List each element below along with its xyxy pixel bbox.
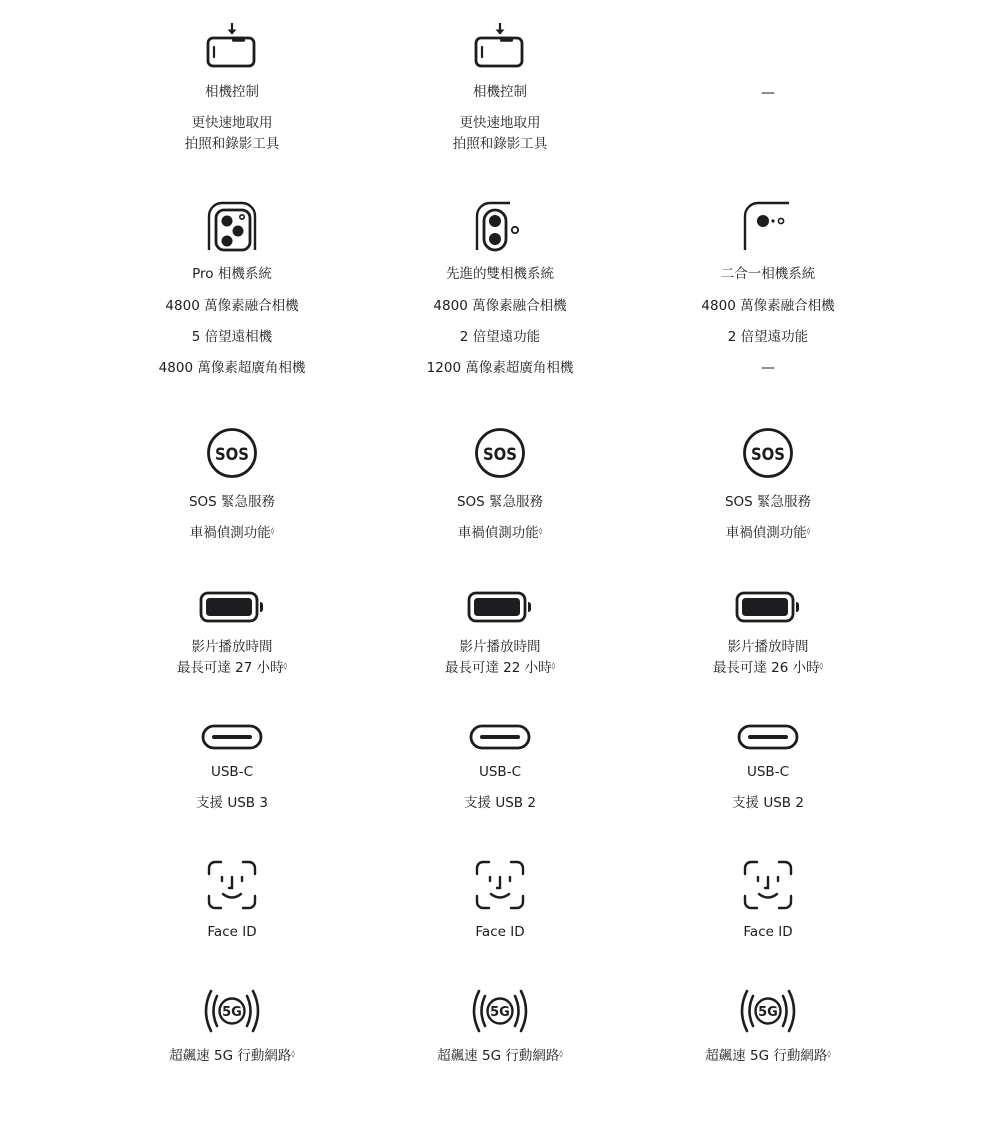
video-playback-hours: 最長可達 22 小時◊ <box>444 660 556 676</box>
camera-control-icon <box>182 20 282 70</box>
video-playback-label: 影片播放時間 <box>191 639 273 655</box>
crash-detection: 車禍偵測功能◊ <box>725 525 811 541</box>
5g-title: 超飆速 5G 行動網路◊ <box>705 1048 831 1064</box>
footnote-mark: ◊ <box>551 662 556 670</box>
footnote-mark: ◊ <box>270 527 275 535</box>
face-id-title: Face ID <box>743 924 793 940</box>
battery-icon <box>718 591 818 623</box>
sos-badge-text: SOS <box>751 445 785 465</box>
sos-title: SOS 緊急服務 <box>188 494 276 510</box>
usb-c-title: USB-C <box>746 764 789 780</box>
zoom-spec: 2 倍望遠功能 <box>727 329 809 345</box>
5g-icon <box>450 988 550 1034</box>
usb-support: 支援 USB 2 <box>732 795 804 811</box>
video-playback-hours: 最長可達 27 小時◊ <box>176 660 288 676</box>
crash-detection: 車禍偵測功能◊ <box>189 525 275 541</box>
sos-badge-text: SOS <box>215 445 249 465</box>
usb-c-icon <box>450 724 550 750</box>
usb-c-icon <box>718 724 818 750</box>
camera-control-unavailable: — <box>761 85 775 101</box>
ultra-wide-spec: 1200 萬像素超廣角相機 <box>426 360 574 376</box>
5g-icon <box>182 988 282 1034</box>
footnote-mark: ◊ <box>283 662 288 670</box>
camera-control-title: 相機控制 <box>473 84 527 100</box>
video-playback-label: 影片播放時間 <box>459 639 541 655</box>
usb-support: 支援 USB 2 <box>464 795 536 811</box>
model-column-2 <box>366 0 634 1128</box>
battery-icon <box>450 591 550 623</box>
camera-control-desc-line2: 拍照和錄影工具 <box>184 136 280 152</box>
footnote-mark: ◊ <box>559 1050 563 1058</box>
dual-camera-icon <box>450 200 550 252</box>
video-playback-hours: 最長可達 26 小時◊ <box>712 660 824 676</box>
camera-control-desc-line2: 拍照和錄影工具 <box>452 136 548 152</box>
footnote-mark: ◊ <box>806 527 811 535</box>
face-id-title: Face ID <box>475 924 525 940</box>
sos-badge-text: SOS <box>483 445 517 465</box>
usb-support: 支援 USB 3 <box>196 795 268 811</box>
ultra-wide-spec: — <box>761 360 775 376</box>
main-camera-spec: 4800 萬像素融合相機 <box>165 298 299 314</box>
camera-control-desc-line1: 更快速地取用 <box>191 115 273 131</box>
face-id-icon <box>718 860 818 910</box>
main-camera-spec: 4800 萬像素融合相機 <box>433 298 567 314</box>
single-camera-icon <box>718 200 818 252</box>
camera-system-title: 二合一相機系統 <box>720 266 816 282</box>
usb-c-title: USB-C <box>478 764 521 780</box>
camera-system-title: 先進的雙相機系統 <box>446 266 554 282</box>
face-id-title: Face ID <box>207 924 257 940</box>
5g-badge-text: 5G <box>758 1005 778 1020</box>
main-camera-spec: 4800 萬像素融合相機 <box>701 298 835 314</box>
zoom-spec: 5 倍望遠相機 <box>191 329 273 345</box>
video-playback-label: 影片播放時間 <box>727 639 809 655</box>
model-column-1 <box>98 0 366 1128</box>
face-id-icon <box>182 860 282 910</box>
camera-control-icon <box>450 20 550 70</box>
footnote-mark: ◊ <box>538 527 543 535</box>
model-column-3 <box>634 0 902 1128</box>
triple-camera-icon <box>182 200 282 252</box>
sos-icon <box>182 427 282 479</box>
ultra-wide-spec: 4800 萬像素超廣角相機 <box>158 360 306 376</box>
camera-control-desc-line1: 更快速地取用 <box>459 115 541 131</box>
sos-title: SOS 緊急服務 <box>456 494 544 510</box>
camera-system-title: Pro 相機系統 <box>192 266 272 282</box>
zoom-spec: 2 倍望遠功能 <box>459 329 541 345</box>
camera-control-title: 相機控制 <box>205 84 259 100</box>
sos-icon <box>450 427 550 479</box>
footnote-mark: ◊ <box>819 662 824 670</box>
sos-icon <box>718 427 818 479</box>
crash-detection: 車禍偵測功能◊ <box>457 525 543 541</box>
5g-badge-text: 5G <box>490 1005 510 1020</box>
footnote-mark: ◊ <box>291 1050 295 1058</box>
footnote-mark: ◊ <box>827 1050 831 1058</box>
5g-icon <box>718 988 818 1034</box>
battery-icon <box>182 591 282 623</box>
5g-title: 超飆速 5G 行動網路◊ <box>169 1048 295 1064</box>
5g-badge-text: 5G <box>222 1005 242 1020</box>
usb-c-title: USB-C <box>210 764 253 780</box>
sos-title: SOS 緊急服務 <box>724 494 812 510</box>
5g-title: 超飆速 5G 行動網路◊ <box>437 1048 563 1064</box>
face-id-icon <box>450 860 550 910</box>
usb-c-icon <box>182 724 282 750</box>
